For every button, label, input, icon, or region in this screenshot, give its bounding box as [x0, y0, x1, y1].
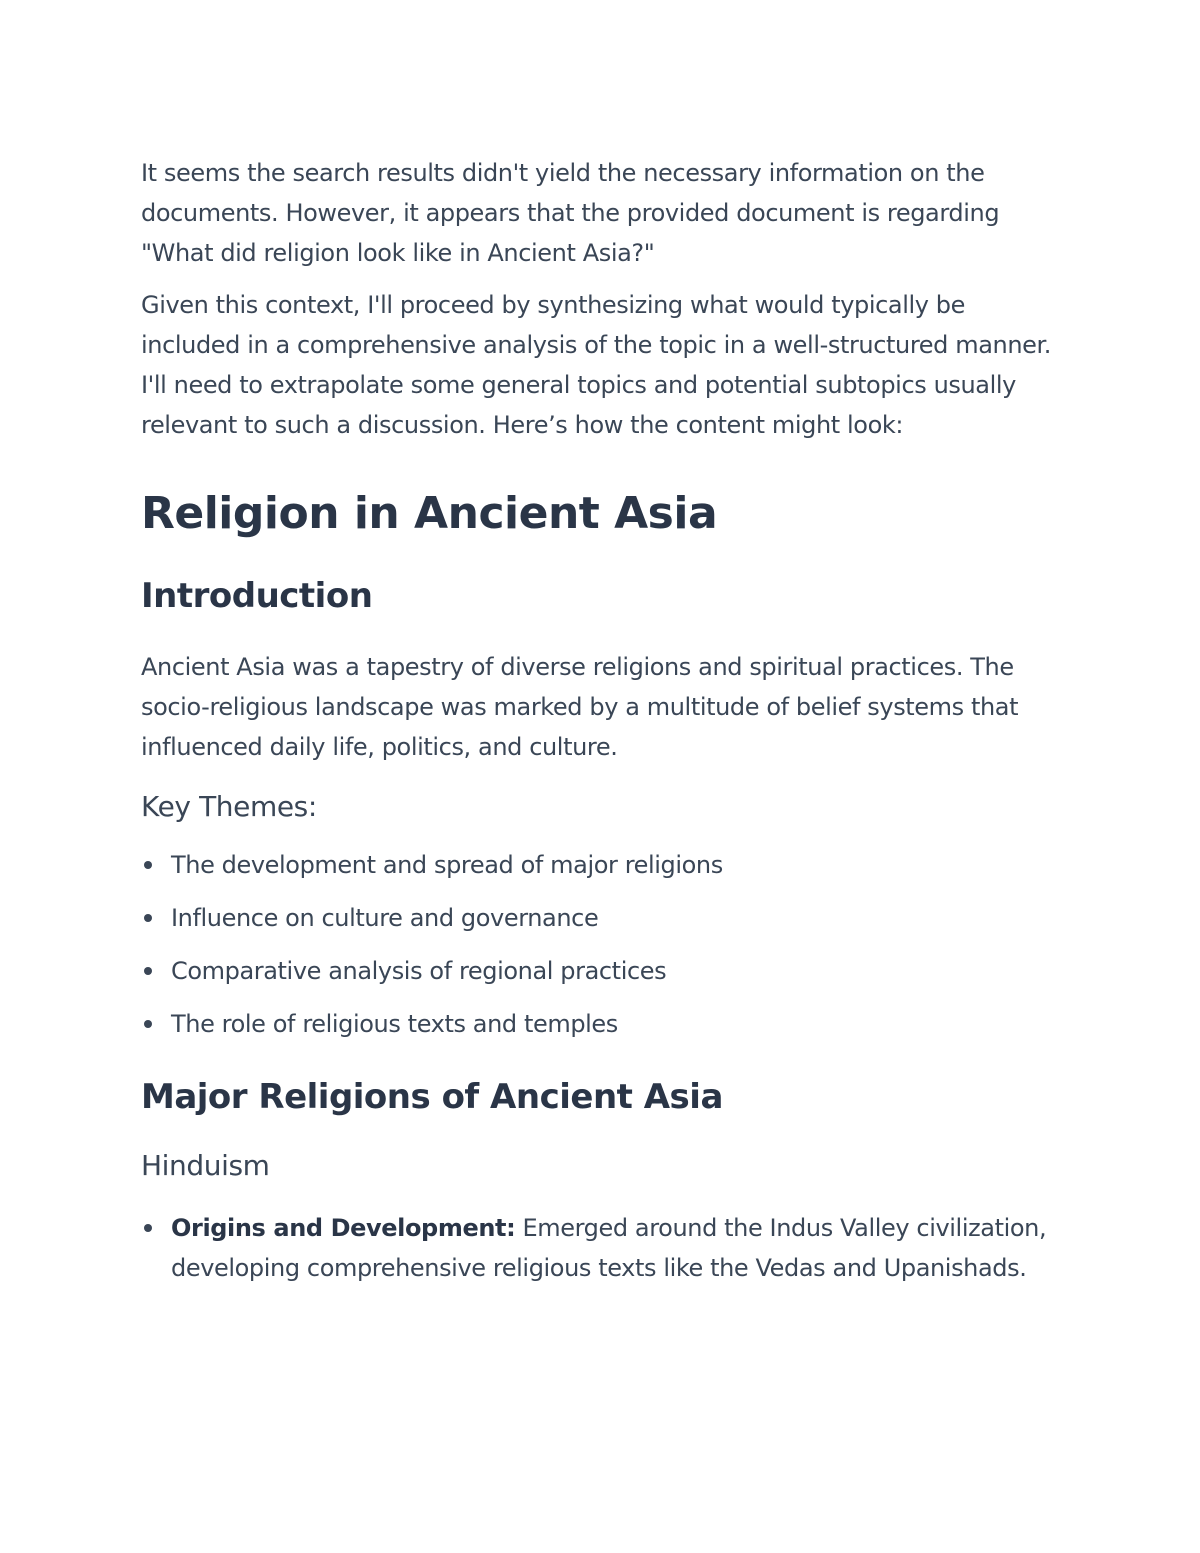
list-item-text: Emerged around the Indus Valley civilization, developing comprehensive religious texts like the Vedas and Upanishads. — [171, 1214, 1047, 1282]
document-page — [141, 153, 1071, 1288]
introduction-paragraph: Ancient Asia was a tapestry of diverse religions and spiritual practices. The socio-religious landscape was marked by a multitude of belief systems that influenced daily life, politics, and culture. — [141, 653, 1019, 761]
bullet-icon — [144, 967, 152, 975]
intro-paragraph-2: Given this context, I'll proceed by synthesizing what would typically be included in a comprehensive analysis of the topic in a well-structured manner. I'll need to extrapolate some general topics and potential subtopics usually relevant to such a discussion. Here’s how the content might look: — [141, 291, 1051, 439]
list-item — [141, 898, 1071, 938]
bullet-icon — [144, 914, 152, 922]
key-themes-heading: Key Themes: — [141, 790, 317, 823]
list-item — [141, 845, 1071, 885]
hinduism-list — [141, 1208, 1071, 1288]
introduction-heading: Introduction — [141, 576, 373, 616]
list-item-label: Origins and Development: — [171, 1214, 516, 1242]
bullet-icon — [144, 861, 152, 869]
hinduism-heading: Hinduism — [141, 1149, 270, 1182]
bullet-icon — [144, 1020, 152, 1028]
list-item-text: Influence on culture and governance — [171, 904, 599, 932]
major-religions-heading: Major Religions of Ancient Asia — [141, 1077, 723, 1117]
document-title: Religion in Ancient Asia — [141, 488, 718, 539]
list-item-text: The development and spread of major religions — [171, 851, 723, 879]
intro-paragraph-1: It seems the search results didn't yield the necessary information on the documents. However, it appears that the provided document is regarding "What did religion look like in Ancient Asia?" — [141, 159, 1000, 267]
list-item-text: Comparative analysis of regional practices — [171, 957, 667, 985]
list-item — [141, 1208, 1071, 1288]
list-item — [141, 1004, 1071, 1044]
bullet-icon — [144, 1224, 152, 1232]
key-themes-list — [141, 845, 1071, 1044]
list-item — [141, 951, 1071, 991]
list-item-text: The role of religious texts and temples — [171, 1010, 618, 1038]
